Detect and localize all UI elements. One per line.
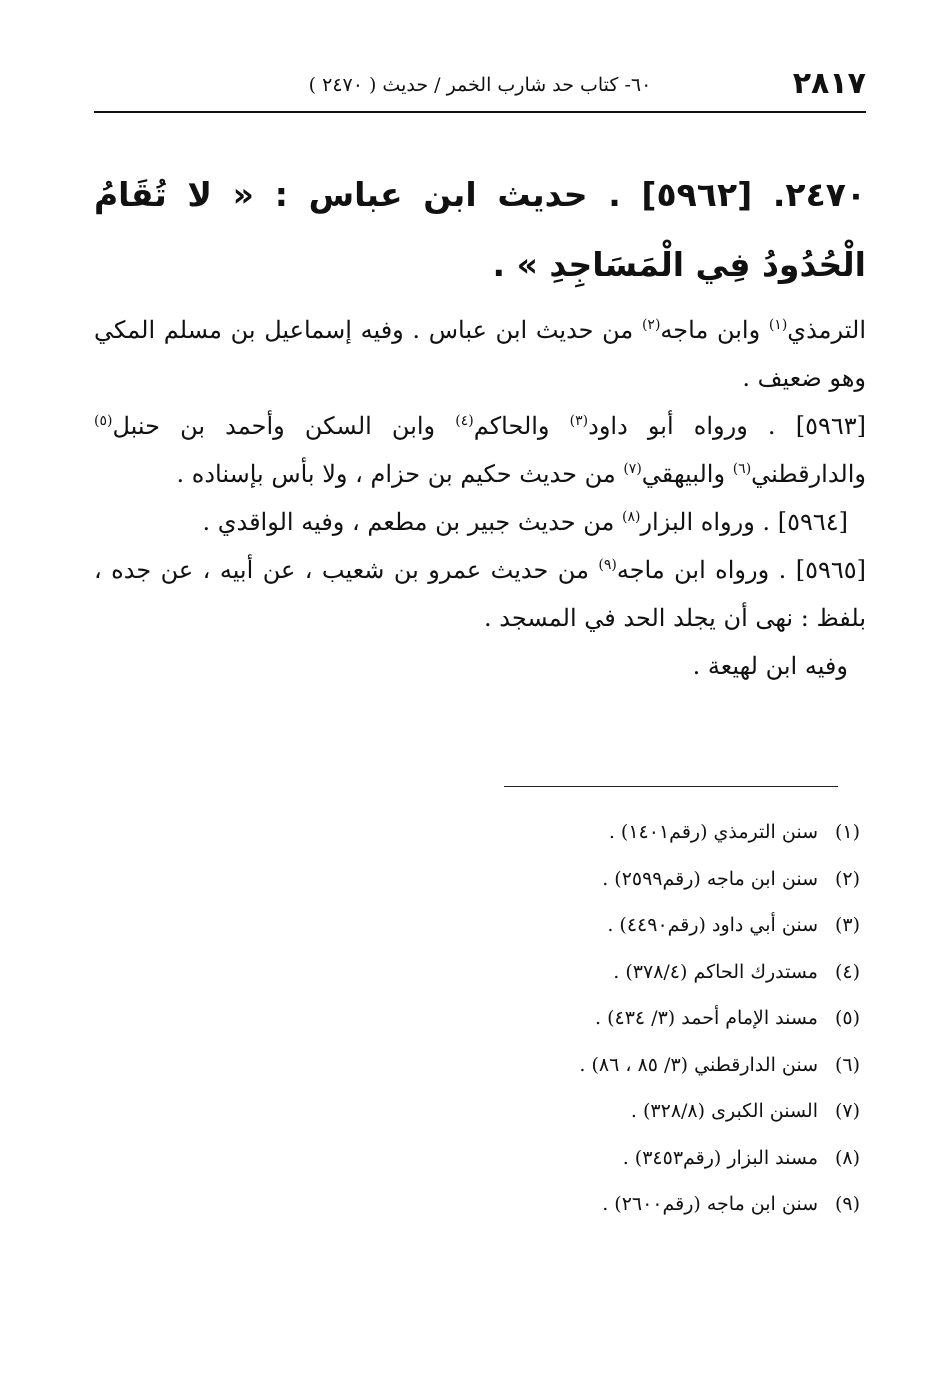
footnote-number: (٢) <box>834 867 860 890</box>
footnote-ref: (٢) <box>641 317 661 333</box>
footnote-text: سنن ابن ماجه (رقم٢٦٠٠) . <box>602 1193 818 1215</box>
text-run: والدارقطني <box>751 460 866 488</box>
footnote-item <box>380 952 860 999</box>
footnote-item <box>380 812 860 859</box>
footnote-text: سنن الترمذي (رقم١٤٠١) . <box>608 821 818 843</box>
footnote-ref: (٧) <box>623 461 642 477</box>
footnote-number: (٦) <box>834 1053 860 1076</box>
footnote-number: (٣) <box>834 914 860 936</box>
footnote-text: سنن ابن ماجه (رقم٢٥٩٩) . <box>602 867 818 890</box>
paragraph-5: وفيه ابن لهيعة . <box>692 652 848 680</box>
paragraph-1 <box>94 306 866 402</box>
running-title: ٦٠- كتاب حد شارب الخمر / حديث ( ٢٤٧٠ ) <box>308 74 652 96</box>
footnote-number: (١) <box>834 821 860 843</box>
footnote-ref: (٨) <box>621 509 641 525</box>
footnote-text: مسند الإمام أحمد (٣/ ٤٣٤) . <box>595 1007 818 1029</box>
footnote-ref: (٩) <box>598 557 617 573</box>
footnote-item <box>380 998 860 1045</box>
footnote-number: (٨) <box>834 1146 860 1169</box>
footnote-item <box>380 1184 860 1231</box>
footnote-item <box>380 905 860 952</box>
text-run: من حديث عمرو بن شعيب ، عن أبيه ، عن جده ، بلفظ : نهى أن يجلد الحد في المسجد . <box>94 556 866 632</box>
footnote-number: (٥) <box>834 1007 860 1029</box>
paragraph-4 <box>94 546 866 642</box>
main-text <box>94 160 866 690</box>
paragraph-3 <box>94 498 866 546</box>
footnote-ref: (٦) <box>732 461 752 477</box>
text-run: [٥٩٦٣] . ورواه أبو داود <box>588 412 867 440</box>
footnote-item <box>380 1091 860 1138</box>
text-run: وابن ماجه <box>660 316 769 344</box>
text-run: من حديث حكيم بن حزام ، ولا بأس بإسناده . <box>176 460 624 488</box>
text-run: الترمذي <box>787 316 866 344</box>
text-run: والحاكم <box>473 412 570 440</box>
footnote-divider <box>504 786 838 787</box>
page-number: ٢٨١٧ <box>792 66 866 101</box>
text-run: من حديث جبير بن مطعم ، وفيه الواقدي . <box>202 508 622 536</box>
page-header <box>94 64 866 108</box>
footnote-item <box>380 859 860 906</box>
text-run: وابن السكن وأحمد بن حنبل <box>112 412 456 440</box>
footnote-number: (٤) <box>834 960 860 983</box>
footnote-ref: (١) <box>768 317 788 333</box>
footnote-number: (٧) <box>834 1100 860 1122</box>
text-run: والبيهقي <box>641 460 733 488</box>
text-run: [٥٩٦٤] . ورواه البزار <box>640 508 848 536</box>
footnote-number: (٩) <box>834 1193 860 1215</box>
paragraph-2 <box>94 402 866 498</box>
footnote-text: مسند البزار (رقم٣٤٥٣) . <box>622 1146 818 1169</box>
footnote-ref: (٣) <box>569 413 589 429</box>
header-divider <box>94 111 866 113</box>
footnote-text: مستدرك الحاكم (٣٧٨/٤) . <box>613 960 818 983</box>
text-run: [٥٩٦٥] . ورواه ابن ماجه <box>616 556 866 584</box>
footnote-text: سنن أبي داود (رقم٤٤٩٠) . <box>607 914 818 936</box>
hadith-heading: ٢٤٧٠. [٥٩٦٢] . حديث ابن عباس : « لا تُقَامُ الْحُدُودُ فِي الْمَسَاجِدِ » . <box>94 175 866 284</box>
footnote-ref: (٥) <box>94 413 113 429</box>
footnote-text: سنن الدارقطني (٣/ ٨٥ ، ٨٦) . <box>579 1053 818 1076</box>
footnote-item <box>380 1045 860 1092</box>
footnote-text: السنن الكبرى (٣٢٨/٨) . <box>630 1100 818 1122</box>
text-run: من حديث ابن عباس . وفيه إسماعيل بن مسلم المكي وهو ضعيف . <box>94 316 866 392</box>
footnote-item <box>380 1138 860 1185</box>
footnotes-list <box>380 812 860 1231</box>
footnote-ref: (٤) <box>455 413 474 429</box>
